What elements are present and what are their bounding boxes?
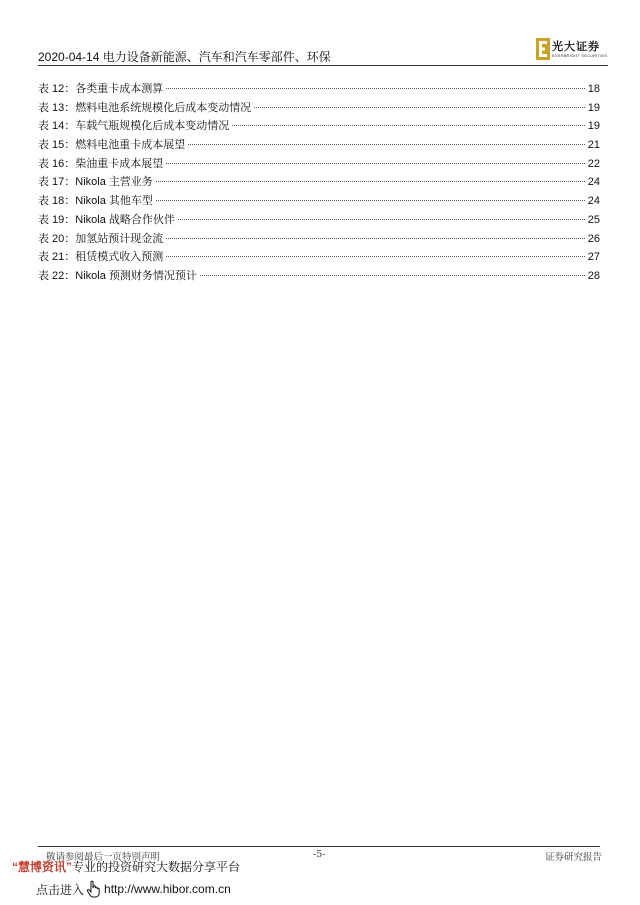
toc-leader-dots xyxy=(188,144,584,145)
logo-mark-icon xyxy=(536,38,550,60)
toc-entry-label: 表 13：燃料电池系统规模化后成本变动情况 xyxy=(38,101,252,114)
toc-entry-page: 25 xyxy=(587,213,600,226)
toc-leader-dots xyxy=(166,88,584,89)
toc-entry-label: 表 19：Nikola 战略合作伙伴 xyxy=(38,213,175,226)
toc-entry[interactable] xyxy=(38,248,600,267)
toc-entry-page: 27 xyxy=(587,251,600,264)
toc-leader-dots xyxy=(166,163,584,164)
toc-entry-label: 表 16：柴油重卡成本展望 xyxy=(38,157,164,170)
toc-entry-label: 表 18：Nikola 其他车型 xyxy=(38,195,153,208)
toc-leader-dots xyxy=(166,256,584,257)
toc-entry-page: 21 xyxy=(587,139,600,152)
footer-report-type: 证券研究报告 xyxy=(544,852,602,863)
toc-entry-label: 表 21：租赁模式收入预测 xyxy=(38,251,164,264)
table-of-tables xyxy=(38,80,600,286)
ad-banner-line1 xyxy=(12,858,240,875)
toc-leader-dots xyxy=(200,275,585,276)
footer-rule xyxy=(38,846,600,847)
logo-chinese-name: 光大证券 xyxy=(552,40,600,53)
toc-entry-page: 24 xyxy=(587,195,600,208)
toc-entry-page: 28 xyxy=(587,269,600,282)
toc-entry[interactable] xyxy=(38,136,600,155)
toc-entry-page: 26 xyxy=(587,232,600,245)
ad-link[interactable]: http://www.hibor.com.cn xyxy=(104,882,231,896)
page-number: -5- xyxy=(313,849,326,860)
pointing-hand-icon xyxy=(86,880,102,898)
toc-entry-label: 表 15：燃料电池重卡成本展望 xyxy=(38,139,186,152)
toc-entry[interactable] xyxy=(38,173,600,192)
toc-entry[interactable] xyxy=(38,80,600,99)
toc-entry[interactable] xyxy=(38,230,600,249)
toc-entry-page: 24 xyxy=(587,176,600,189)
toc-entry[interactable] xyxy=(38,192,600,211)
logo-english-name: EVERBRIGHT SECURITIES xyxy=(552,53,608,58)
toc-leader-dots xyxy=(232,125,584,126)
toc-entry[interactable] xyxy=(38,117,600,136)
ad-tagline: 专业的投资研究大数据分享平台 xyxy=(72,860,241,874)
toc-leader-dots xyxy=(156,200,585,201)
toc-entry-label: 表 22：Nikola 预测财务情况预计 xyxy=(38,269,197,282)
toc-entry[interactable] xyxy=(38,267,600,286)
toc-entry-label: 表 12：各类重卡成本测算 xyxy=(38,83,164,95)
toc-entry[interactable] xyxy=(38,99,600,118)
toc-leader-dots xyxy=(166,238,584,239)
toc-entry-label: 表 17：Nikola 主营业务 xyxy=(38,176,153,189)
toc-leader-dots xyxy=(254,107,584,108)
toc-leader-dots xyxy=(156,181,585,182)
toc-entry[interactable] xyxy=(38,155,600,174)
everbright-logo xyxy=(536,38,608,62)
ad-brand: “慧博资讯” xyxy=(12,860,73,874)
ad-prefix: 点击进入 xyxy=(36,882,85,897)
toc-entry-page: 22 xyxy=(587,157,600,170)
toc-leader-dots xyxy=(178,219,585,220)
toc-entry-label: 表 20：加氢站预计现金流 xyxy=(38,232,164,245)
toc-entry-page: 19 xyxy=(587,120,600,133)
toc-entry-page: 18 xyxy=(587,83,600,95)
toc-entry[interactable] xyxy=(38,211,600,230)
ad-banner-line2[interactable] xyxy=(36,880,231,898)
footer-disclaimer: 敬请参阅最后一页特别声明 xyxy=(46,852,161,863)
toc-entry-page: 19 xyxy=(587,101,600,114)
header-rule xyxy=(38,65,608,66)
header-text: 2020-04-14 电力设备新能源、汽车和汽车零部件、环保 xyxy=(38,50,331,64)
toc-entry-label: 表 14：车载气瓶规模化后成本变动情况 xyxy=(38,120,230,133)
